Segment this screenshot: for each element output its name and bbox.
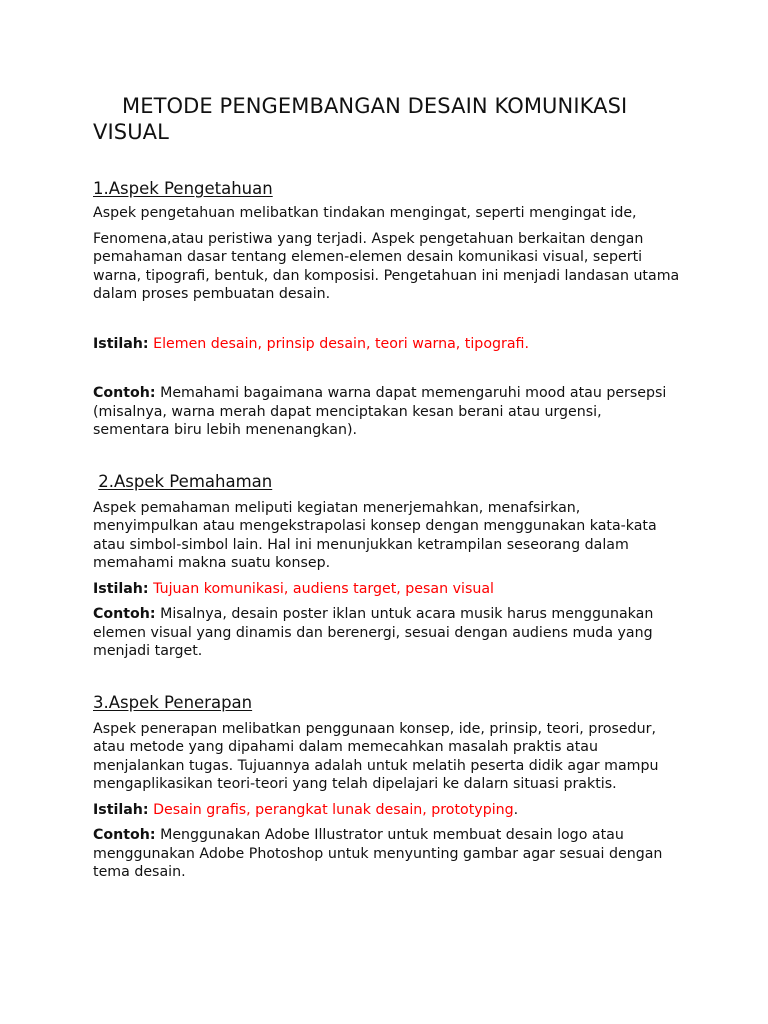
- istilah-label: Istilah:: [93, 335, 149, 352]
- heading-text: 2.Aspek Pemahaman: [98, 471, 273, 491]
- document-title: METODE PENGEMBANGAN DESAIN KOMUNIKASI VISUAL: [93, 94, 628, 144]
- section-heading-pengetahuan: [93, 178, 680, 200]
- istilah-terms: Tujuan komunikasi, audiens target, pesan visual: [153, 580, 494, 597]
- paragraph: Aspek pengetahuan melibatkan tindakan mengingat, seperti mengingat ide,: [93, 205, 637, 221]
- paragraph: Fenomena,atau peristiwa yang terjadi. Aspek pengetahuan berkaitan dengan pemahaman dasar tentang elemen-elemen desain komunikasi visual, seperti warna, tipografi, bentuk, dan komposisi. Pengetahuan ini menjadi landasan utama dalam proses pembuatan desain.: [93, 230, 680, 302]
- istilah-suffix: .: [513, 801, 519, 818]
- heading-text: 3.Aspek Penerapan: [93, 692, 253, 712]
- istilah-terms: Desain grafis, perangkat lunak desain, prototyping: [153, 801, 514, 818]
- contoh-text: Menggunakan Adobe Illustrator untuk membuat desain logo atau menggunakan Adobe Photoshop untuk menyunting gambar agar sesuai dengan tema desain.: [93, 827, 663, 880]
- section-heading-pemahaman: [93, 471, 680, 493]
- contoh-line: [93, 384, 680, 440]
- contoh-line: [93, 605, 680, 661]
- istilah-label: Istilah:: [93, 801, 149, 818]
- section-heading-penerapan: [93, 692, 680, 714]
- istilah-line: [93, 335, 680, 354]
- istilah-label: Istilah:: [93, 580, 149, 597]
- paragraph: Aspek pemahaman meliputi kegiatan menerjemahkan, menafsirkan, menyimpulkan atau mengekstrapolasi konsep dengan menggunakan kata-kata atau simbol-simbol lain. Hal ini menunjukkan ketrampilan seseorang dalam memahami makna suatu konsep.: [93, 499, 657, 571]
- contoh-label: Contoh:: [93, 385, 156, 401]
- istilah-terms: Elemen desain, prinsip desain, teori warna, tipografi.: [153, 335, 529, 352]
- heading-text: 1.Aspek Pengetahuan: [93, 179, 273, 198]
- contoh-label: Contoh:: [93, 606, 156, 622]
- paragraph: Aspek penerapan melibatkan penggunaan konsep, ide, prinsip, teori, prosedur, atau metode yang dipahami dalam memecahkan masalah praktis atau menjalankan tugas. Tujuannya adalah untuk melatih peserta didik agar mampu mengaplikasikan teori-teori yang telah dipelajari ke dalarn situasi praktis.: [93, 720, 659, 792]
- istilah-line: [93, 580, 680, 599]
- contoh-line: [93, 826, 680, 882]
- contoh-text: Memahami bagaimana warna dapat memengaruhi mood atau persepsi (misalnya, warna merah dapat menciptakan kesan berani atau urgensi, sementara biru lebih menenangkan).: [93, 385, 667, 438]
- contoh-label: Contoh:: [93, 827, 156, 843]
- contoh-text: Misalnya, desain poster iklan untuk acara musik harus menggunakan elemen visual yang dinamis dan berenergi, sesuai dengan audiens muda yang menjadi target.: [93, 606, 654, 659]
- istilah-line: [93, 801, 680, 820]
